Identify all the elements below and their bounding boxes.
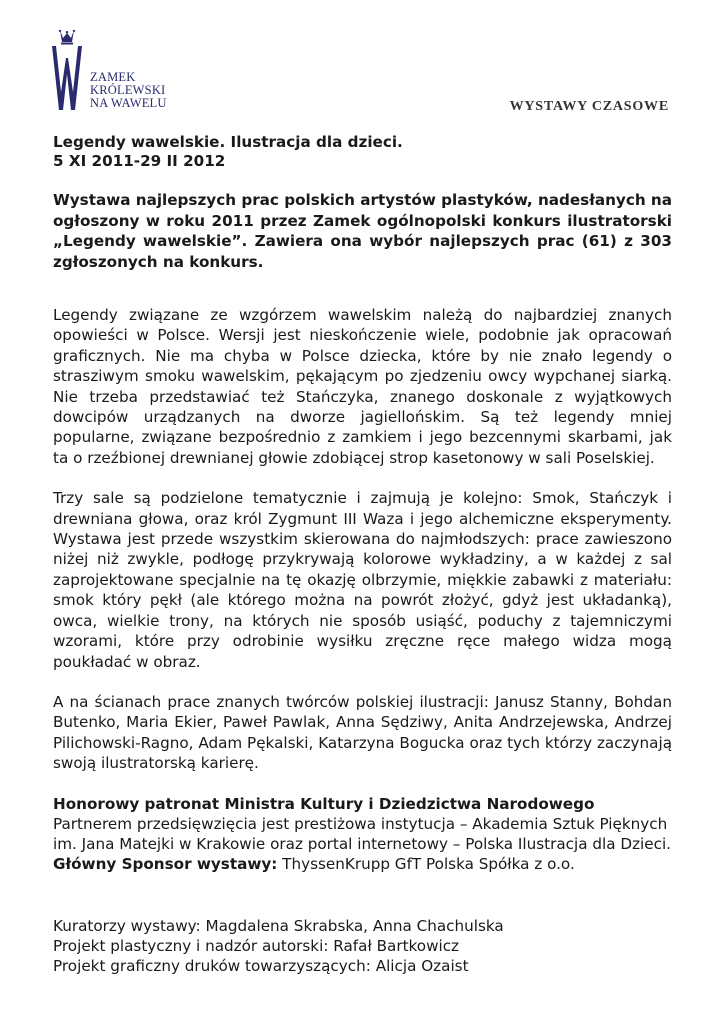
logo-line-2: KRÓLEWSKI <box>90 83 166 97</box>
exhibition-title <box>53 133 672 171</box>
logo-line-1: ZAMEK <box>90 70 136 84</box>
credits-block <box>53 916 672 976</box>
credit-line: Projekt graficzny druków towarzyszących: Alicja Ozaist <box>53 956 469 975</box>
sponsor-name: ThyssenKrupp GfT Polska Spółka z o.o. <box>277 854 575 873</box>
credit-line: Projekt plastyczny i nadzór autorski: Rafał Bartkowicz <box>53 936 460 955</box>
logo-line-3: NA WAWELU <box>90 96 167 110</box>
title-line: Legendy wawelskie. Ilustracja dla dzieci. <box>53 133 403 151</box>
partner-line: im. Jana Matejki w Krakowie oraz portal internetowy – Polska Ilustracja dla Dzieci. <box>53 834 671 853</box>
partner-line: Partnerem przedsięwzięcia jest prestiżowa instytucja – Akademia Sztuk Pięknych <box>53 814 668 833</box>
document-body <box>53 133 672 976</box>
body-paragraph: Trzy sale są podzielone tematycznie i zajmują je kolejno: Smok, Stańczyk i drewniana głowa, oraz król Zygmunt III Waza i jego alchemiczne eksperymenty. Wystawa jest przede wszystkim skierowana do najmłodszych: prace zawieszono niżej niż zwykle, podłogę przykrywają kolorowe wykładziny, a w każdej z sal zaprojektowane specjalnie na tę okazję olbrzymie, miękkie zabawki z materiału: smok który pękł (ale którego można na powrót złożyć, gdyż jest układanką), owca, wielkie trony, na których nie sposób usiąść, poduchy z tajemniczymi wzorami, które przy odrobinie wysiłku zręczne ręce małego widza mogą poukładać w obraz. <box>53 489 672 671</box>
patronage-block <box>53 794 672 874</box>
body-paragraph: A na ścianach prace znanych twórców polskiej ilustracji: Janusz Stanny, Bohdan Butenko, Maria Ekier, Paweł Pawlak, Anna Sędziwy, Anita Andrzejewska, Andrzej Pilichowski-Ragno, Adam Pękalski, Katarzyna Bogucka oraz tych którzy zaczynają swoją ilustratorską karierę. <box>53 692 672 773</box>
lead-paragraph: Wystawa najlepszych prac polskich artystów plastyków, nadesłanych na ogłoszony w roku 2011 przez Zamek ogólnopolski konkurs ilustratorski „Legendy wawelskie”. Zawiera ona wybór najlepszych prac (61) z 303 zgłoszonych na konkurs. <box>53 191 672 271</box>
patronage-heading: Honorowy patronat Ministra Kultury i Dziedzictwa Narodowego <box>53 794 595 813</box>
sponsor-label: Główny Sponsor wystawy: <box>53 854 278 873</box>
section-label: WYSTAWY CZASOWE <box>509 99 669 114</box>
exhibition-dates: 5 XI 2011-29 II 2012 <box>53 152 226 170</box>
credit-line: Kuratorzy wystawy: Magdalena Skrabska, Anna Chachulska <box>53 916 504 935</box>
logo-wordmark <box>90 71 167 110</box>
body-paragraph: Legendy związane ze wzgórzem wawelskim należą do najbardziej znanych opowieści w Polsce. Wersji jest nieskończenie wiele, podobnie jak opracowań graficznych. Nie ma chyba w Polsce dziecka, które by nie znało legendy o strasziwym smoku wawelskim, pękającym po zjedzeniu owcy wypchanej siarką. Nie trzeba przedstawiać też Stańczyka, znanego doskonale z wyjątkowych dowcipów urządzanych na dworze jagiellońskim. Są też legendy mniej popularne, związane bezpośrednio z zamkiem i jego bezcennymi skarbami, jak ta o rzeźbionej drewnianej głowie zdobiącej strop kasetonowy w sali Poselskiej. <box>53 306 672 467</box>
